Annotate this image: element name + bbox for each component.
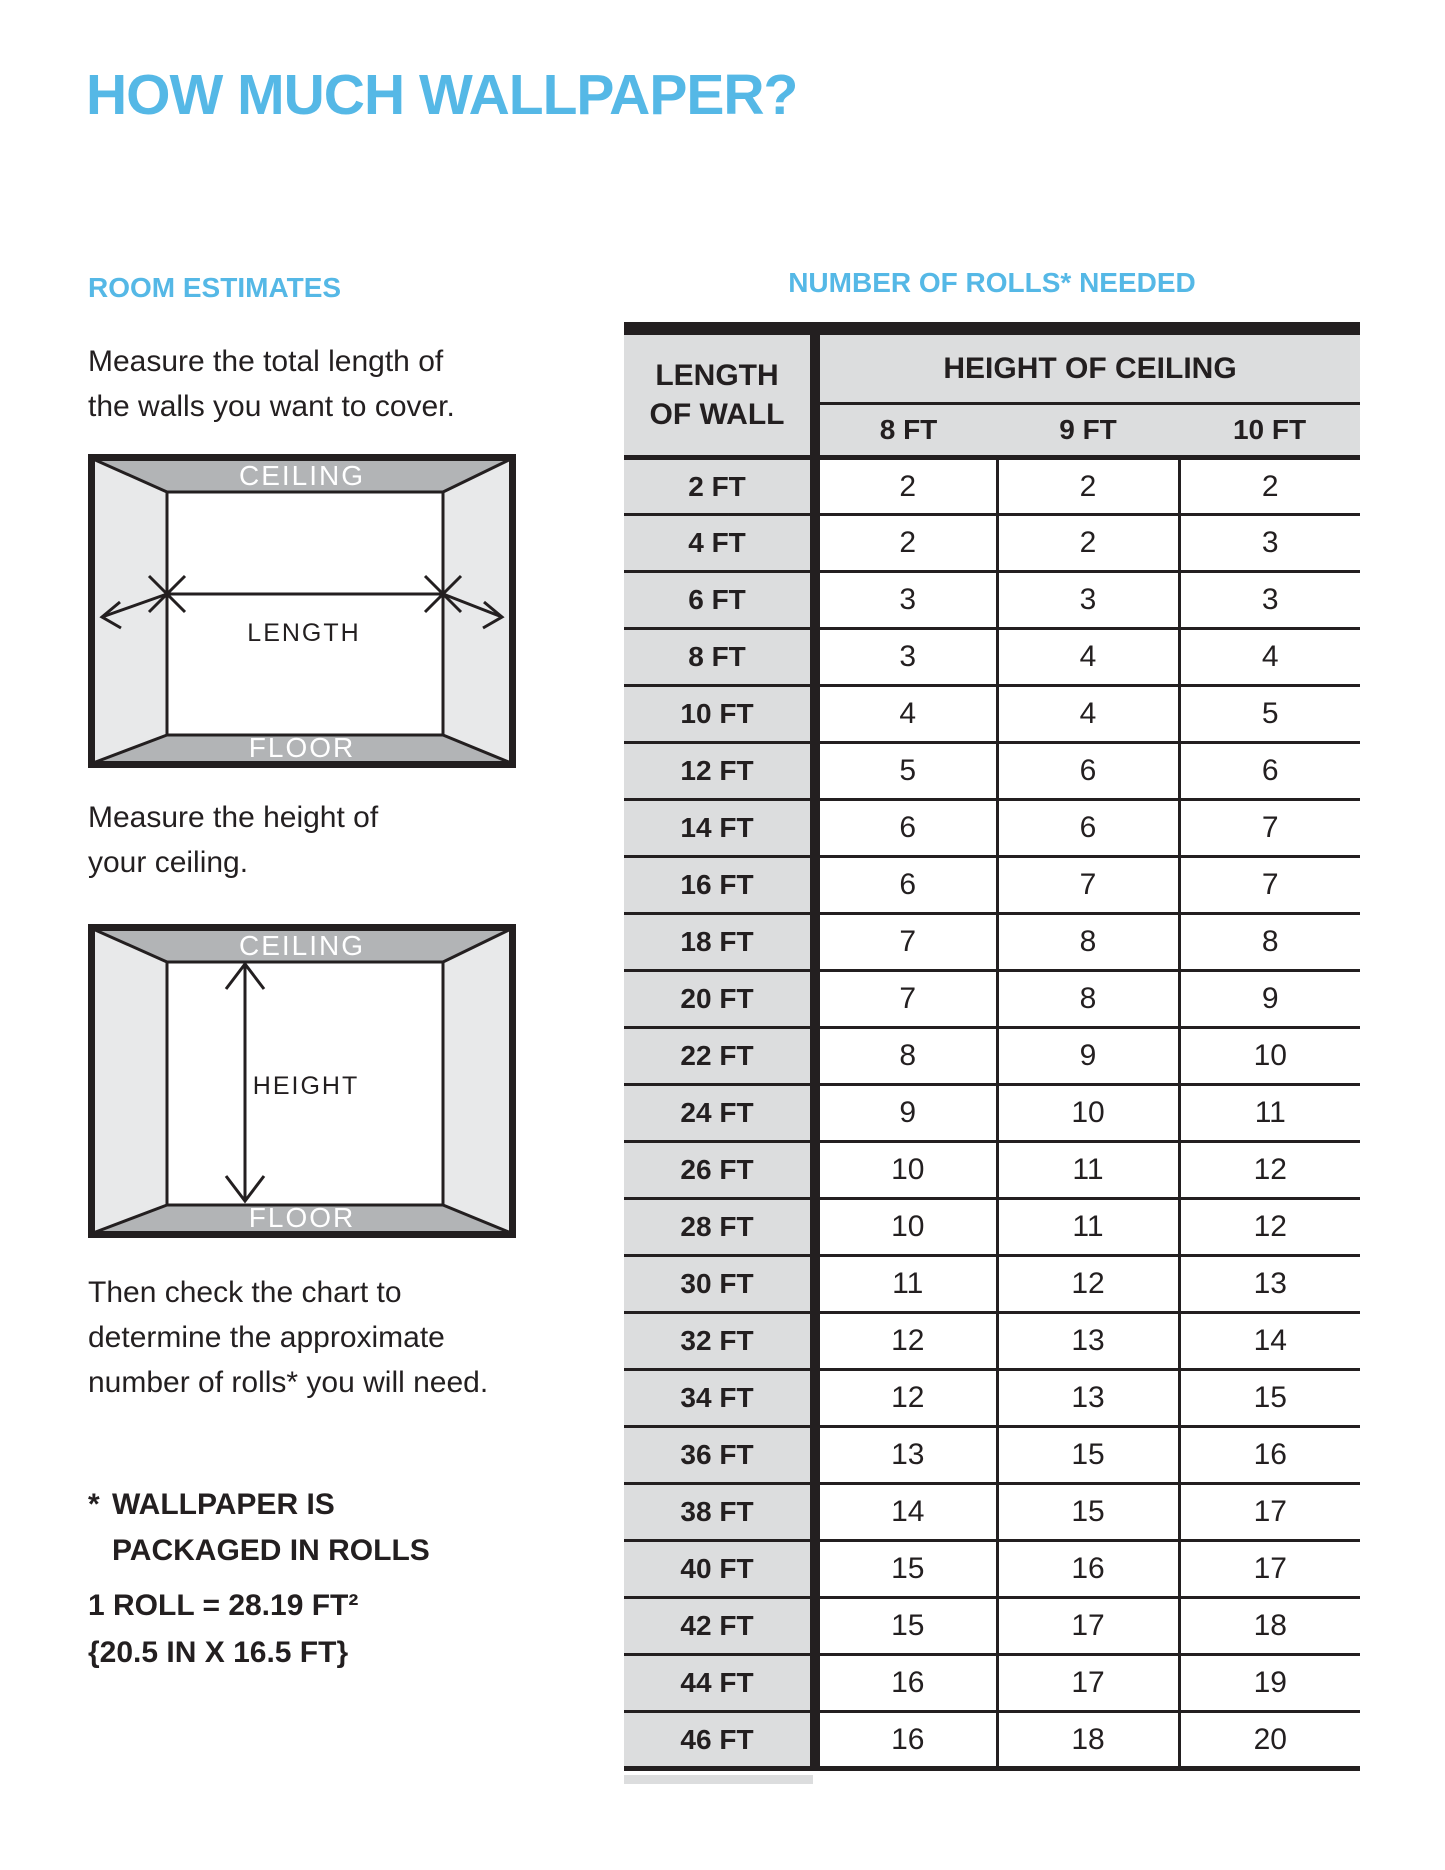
rolls-value-cell: 18	[997, 1712, 1179, 1769]
roll-size-note	[88, 1582, 358, 1676]
wall-length-cell: 20 FT	[624, 971, 815, 1028]
rolls-value-cell: 4	[997, 629, 1179, 686]
wall-length-cell: 16 FT	[624, 857, 815, 914]
rolls-value-cell: 19	[1179, 1655, 1360, 1712]
rolls-value-cell: 15	[997, 1427, 1179, 1484]
wall-length-column-header: LENGTH OF WALL	[624, 329, 815, 458]
rolls-value-cell: 8	[815, 1028, 997, 1085]
rolls-value-cell: 11	[815, 1256, 997, 1313]
wall-length-cell: 24 FT	[624, 1085, 815, 1142]
table-row	[624, 1199, 1360, 1256]
ceiling-height-column-header: 9 FT	[997, 404, 1179, 458]
rolls-value-cell: 8	[997, 971, 1179, 1028]
asterisk: *	[88, 1488, 100, 1521]
rolls-value-cell: 3	[1179, 572, 1360, 629]
rolls-value-cell: 15	[815, 1541, 997, 1598]
rolls-value-cell: 14	[1179, 1313, 1360, 1370]
instruction-line: Measure the total length of	[88, 345, 444, 378]
wall-length-cell: 12 FT	[624, 743, 815, 800]
rolls-value-cell: 9	[997, 1028, 1179, 1085]
instruction-line: Then check the chart to	[88, 1276, 402, 1309]
rolls-value-cell: 14	[815, 1484, 997, 1541]
rolls-value-cell: 2	[1179, 458, 1360, 515]
room-height-diagram	[88, 924, 516, 1238]
rolls-value-cell: 10	[997, 1085, 1179, 1142]
left-wall-surface	[93, 459, 167, 763]
instruction-line: number of rolls* you will need.	[88, 1366, 489, 1399]
rolls-value-cell: 15	[815, 1598, 997, 1655]
wall-length-cell: 2 FT	[624, 458, 815, 515]
rolls-value-cell: 16	[997, 1541, 1179, 1598]
table-row	[624, 1256, 1360, 1313]
wall-length-cell: 10 FT	[624, 686, 815, 743]
room-estimates-heading: ROOM ESTIMATES	[88, 272, 342, 303]
instruction-measure-height	[88, 795, 378, 885]
wall-length-cell: 6 FT	[624, 572, 815, 629]
rolls-value-cell: 8	[1179, 914, 1360, 971]
rolls-value-cell: 16	[815, 1655, 997, 1712]
floor-label: FLOOR	[248, 732, 356, 763]
rolls-value-cell: 3	[815, 572, 997, 629]
rolls-value-cell: 9	[1179, 971, 1360, 1028]
rolls-value-cell: 15	[1179, 1370, 1360, 1427]
rolls-value-cell: 2	[997, 515, 1179, 572]
rolls-value-cell: 7	[815, 971, 997, 1028]
rolls-value-cell: 13	[997, 1370, 1179, 1427]
wall-length-cell: 14 FT	[624, 800, 815, 857]
rolls-value-cell: 12	[997, 1256, 1179, 1313]
ceiling-height-column-header: 8 FT	[815, 404, 997, 458]
table-header-row	[624, 329, 1360, 404]
table-row	[624, 629, 1360, 686]
rolls-value-cell: 6	[1179, 743, 1360, 800]
ceiling-label: CEILING	[238, 460, 366, 491]
instruction-check-chart	[88, 1270, 488, 1405]
rolls-value-cell: 11	[997, 1199, 1179, 1256]
roll-dimensions-line: {20.5 IN X 16.5 FT}	[88, 1636, 349, 1669]
rolls-value-cell: 12	[815, 1370, 997, 1427]
rolls-table-container	[624, 322, 1360, 1771]
rolls-value-cell: 17	[1179, 1541, 1360, 1598]
height-label: HEIGHT	[252, 1072, 360, 1100]
rolls-table	[624, 322, 1360, 1771]
rolls-value-cell: 17	[997, 1655, 1179, 1712]
table-row	[624, 1085, 1360, 1142]
rolls-value-cell: 3	[1179, 515, 1360, 572]
table-row	[624, 971, 1360, 1028]
table-row	[624, 572, 1360, 629]
rolls-value-cell: 6	[815, 800, 997, 857]
table-row	[624, 686, 1360, 743]
table-row	[624, 914, 1360, 971]
wall-length-cell: 22 FT	[624, 1028, 815, 1085]
rolls-value-cell: 13	[1179, 1256, 1360, 1313]
right-wall-surface	[443, 459, 511, 763]
right-wall-surface	[443, 929, 511, 1233]
table-row	[624, 515, 1360, 572]
wall-length-cell: 18 FT	[624, 914, 815, 971]
rolls-value-cell: 5	[815, 743, 997, 800]
rolls-value-cell: 17	[997, 1598, 1179, 1655]
roll-area-line: 1 ROLL = 28.19 FT²	[88, 1589, 359, 1622]
wall-length-cell: 8 FT	[624, 629, 815, 686]
rolls-value-cell: 13	[997, 1313, 1179, 1370]
wall-length-cell: 46 FT	[624, 1712, 815, 1769]
wall-length-cell: 4 FT	[624, 515, 815, 572]
wall-length-cell: 30 FT	[624, 1256, 815, 1313]
table-row	[624, 1598, 1360, 1655]
instruction-line: determine the approximate	[88, 1321, 445, 1354]
rolls-value-cell: 12	[815, 1313, 997, 1370]
rolls-value-cell: 6	[997, 743, 1179, 800]
rolls-value-cell: 2	[815, 515, 997, 572]
rolls-value-cell: 9	[815, 1085, 997, 1142]
table-row	[624, 1427, 1360, 1484]
instruction-line: Measure the height of	[88, 801, 379, 834]
rolls-value-cell: 8	[997, 914, 1179, 971]
rolls-value-cell: 18	[1179, 1598, 1360, 1655]
floor-label: FLOOR	[248, 1202, 356, 1233]
table-row	[624, 857, 1360, 914]
left-wall-surface	[93, 929, 167, 1233]
rolls-value-cell: 12	[1179, 1199, 1360, 1256]
wall-length-cell: 42 FT	[624, 1598, 815, 1655]
table-row	[624, 743, 1360, 800]
room-length-diagram	[88, 454, 516, 768]
instruction-measure-length	[88, 339, 455, 429]
rolls-value-cell: 7	[997, 857, 1179, 914]
rolls-value-cell: 10	[815, 1199, 997, 1256]
instruction-line: the walls you want to cover.	[88, 390, 455, 423]
table-row	[624, 1484, 1360, 1541]
rolls-value-cell: 2	[815, 458, 997, 515]
table-row	[624, 1370, 1360, 1427]
rolls-value-cell: 16	[1179, 1427, 1360, 1484]
wall-length-cell: 26 FT	[624, 1142, 815, 1199]
length-label: LENGTH	[247, 619, 361, 647]
table-row	[624, 458, 1360, 515]
footnote-line: PACKAGED IN ROLLS	[112, 1534, 430, 1567]
rolls-needed-heading: NUMBER OF ROLLS* NEEDED	[788, 267, 1196, 298]
ceiling-height-column-header: 10 FT	[1179, 404, 1360, 458]
ceiling-label: CEILING	[238, 930, 366, 961]
rolls-value-cell: 4	[997, 686, 1179, 743]
table-row	[624, 1541, 1360, 1598]
rolls-value-cell: 16	[815, 1712, 997, 1769]
wall-length-cell: 34 FT	[624, 1370, 815, 1427]
rolls-value-cell: 2	[997, 458, 1179, 515]
rolls-value-cell: 3	[997, 572, 1179, 629]
rolls-footnote	[88, 1482, 430, 1574]
rolls-value-cell: 4	[1179, 629, 1360, 686]
rolls-value-cell: 11	[997, 1142, 1179, 1199]
table-row	[624, 1712, 1360, 1769]
table-row	[624, 1655, 1360, 1712]
rolls-value-cell: 5	[1179, 686, 1360, 743]
rolls-value-cell: 13	[815, 1427, 997, 1484]
rolls-value-cell: 6	[815, 857, 997, 914]
wall-length-cell: 44 FT	[624, 1655, 815, 1712]
rolls-value-cell: 10	[1179, 1028, 1360, 1085]
rolls-value-cell: 7	[815, 914, 997, 971]
table-row	[624, 1142, 1360, 1199]
wall-length-cell: 38 FT	[624, 1484, 815, 1541]
wall-length-cell: 40 FT	[624, 1541, 815, 1598]
wall-length-cell: 32 FT	[624, 1313, 815, 1370]
wall-length-cell: 28 FT	[624, 1199, 815, 1256]
rolls-value-cell: 12	[1179, 1142, 1360, 1199]
rolls-value-cell: 17	[1179, 1484, 1360, 1541]
table-row	[624, 1313, 1360, 1370]
rolls-value-cell: 7	[1179, 857, 1360, 914]
page-title: HOW MUCH WALLPAPER?	[86, 63, 798, 127]
wall-length-cell: 36 FT	[624, 1427, 815, 1484]
rolls-table-body	[624, 458, 1360, 1769]
rolls-value-cell: 11	[1179, 1085, 1360, 1142]
table-row	[624, 1028, 1360, 1085]
rolls-value-cell: 7	[1179, 800, 1360, 857]
rolls-value-cell: 20	[1179, 1712, 1360, 1769]
footnote-line: * WALLPAPER IS	[88, 1482, 430, 1528]
table-footer-strip	[624, 1775, 813, 1784]
ceiling-height-group-header: HEIGHT OF CEILING	[815, 329, 1360, 404]
rolls-value-cell: 15	[997, 1484, 1179, 1541]
rolls-value-cell: 10	[815, 1142, 997, 1199]
instruction-line: your ceiling.	[88, 846, 249, 879]
rolls-value-cell: 4	[815, 686, 997, 743]
rolls-value-cell: 6	[997, 800, 1179, 857]
rolls-value-cell: 3	[815, 629, 997, 686]
back-wall-surface	[167, 492, 443, 735]
table-row	[624, 800, 1360, 857]
